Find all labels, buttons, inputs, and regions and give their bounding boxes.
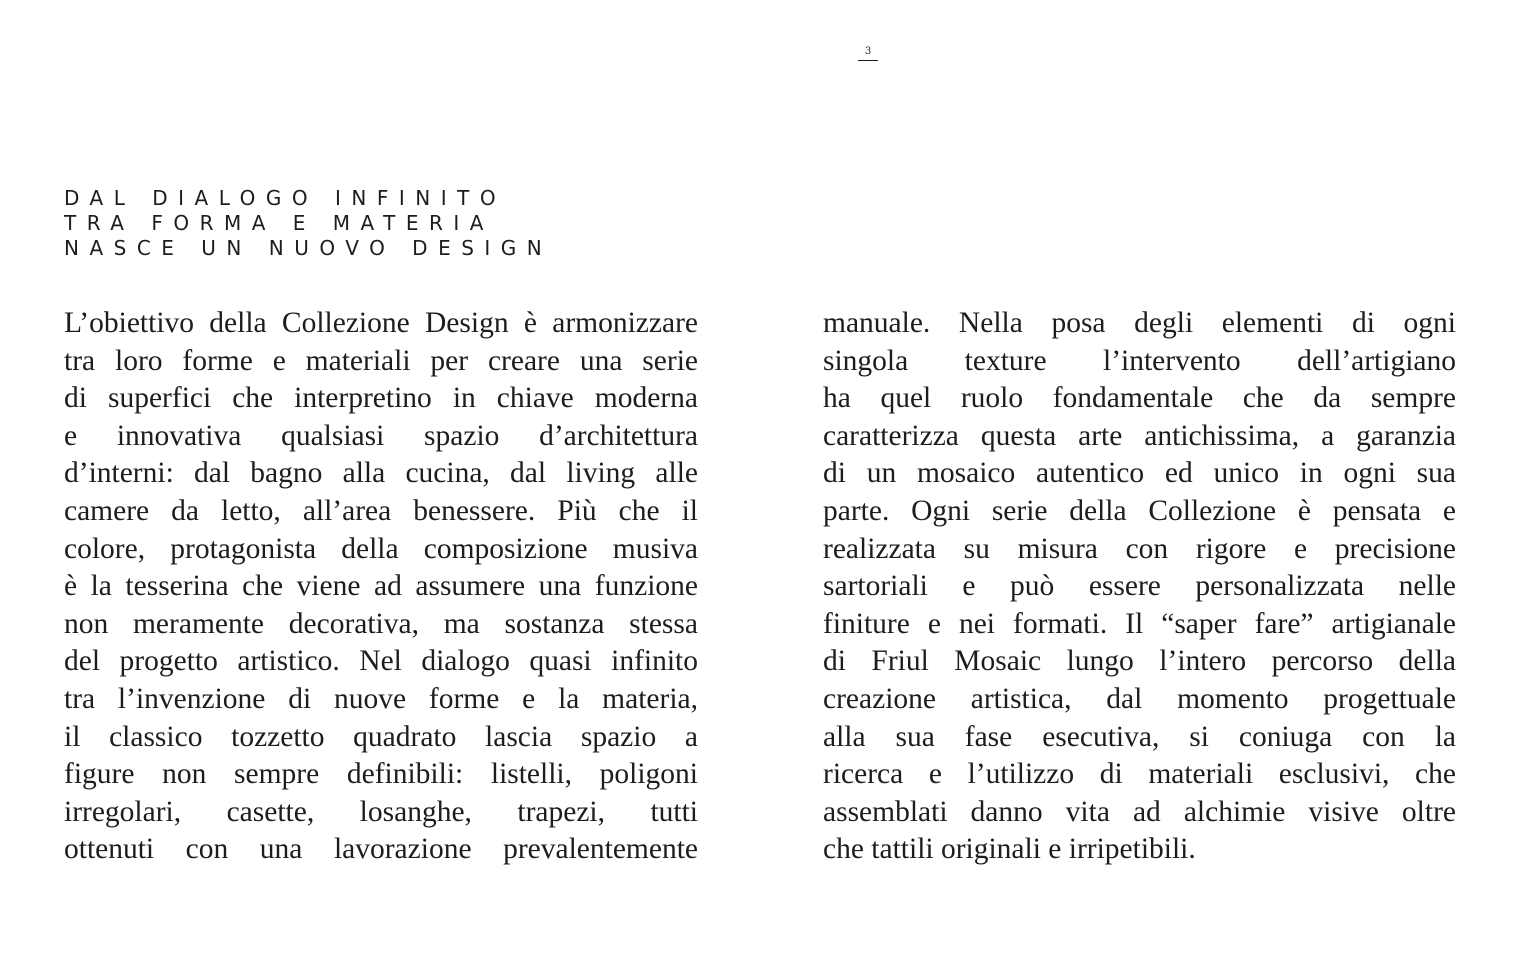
text-line: caratterizza questa arte antichissima, a garanzia [823, 419, 1456, 452]
text-line: parte. Ogni serie della Collezione è pensata e [823, 494, 1456, 527]
text-line: L’obiettivo della Collezione Design è armonizzare [64, 307, 698, 339]
text-line: colore, protagonista della composizione musiva [64, 532, 698, 565]
text-line: figure non sempre definibili: listelli, poligoni [64, 758, 698, 791]
text-line: del progetto artistico. Nel dialogo quasi infinito [64, 645, 698, 678]
text-line: irregolari, casette, losanghe, trapezi, tutti [64, 795, 698, 828]
text-line: sartoriali e può essere personalizzata nelle [823, 570, 1456, 603]
text-line: il classico tozzetto quadrato lascia spazio a [64, 720, 698, 753]
text-line: tra l’invenzione di nuove forme e la materia, [64, 682, 698, 715]
text-line: realizzata su misura con rigore e precisione [823, 532, 1456, 565]
text-line: non meramente decorativa, ma sostanza stessa [64, 607, 698, 640]
text-line: e innovativa qualsiasi spazio d’architettura [64, 419, 698, 452]
text-line: ottenuti con una lavorazione prevalentemente [64, 833, 698, 866]
text-line: manuale. Nella posa degli elementi di ogni [823, 307, 1456, 339]
text-line: ha quel ruolo fondamentale che da sempre [823, 382, 1456, 415]
page-number: 3 [858, 46, 878, 61]
text-line: camere da letto, all’area benessere. Più che il [64, 494, 698, 527]
headline-line: TRA FORMA E MATERIA [64, 211, 494, 235]
text-line: di superfici che interpretino in chiave moderna [64, 382, 698, 415]
text-line: ricerca e l’utilizzo di materiali esclusivi, che [823, 758, 1456, 791]
text-line: finiture e nei formati. Il “saper fare” artigianale [823, 607, 1456, 640]
text-line: è la tesserina che viene ad assumere una funzione [64, 570, 698, 603]
body-text-right-column [823, 305, 1456, 869]
text-line: assemblati danno vita ad alchimie visive oltre [823, 795, 1456, 828]
headline-line: NASCE UN NUOVO DESIGN [64, 236, 553, 260]
text-line: singola texture l’intervento dell’artigiano [823, 344, 1456, 377]
text-line: tra loro forme e materiali per creare una serie [64, 344, 698, 377]
text-line: d’interni: dal bagno alla cucina, dal living alle [64, 457, 698, 490]
text-line: alla sua fase esecutiva, si coniuga con la [823, 720, 1456, 753]
body-text-left-column [64, 305, 698, 869]
headline [64, 186, 552, 261]
text-line: di un mosaico autentico ed unico in ogni sua [823, 457, 1456, 490]
text-line: creazione artistica, dal momento progettuale [823, 682, 1456, 715]
headline-line: DAL DIALOGO INFINITO [64, 186, 507, 210]
text-line: che tattili originali e irripetibili. [823, 833, 1196, 866]
text-line: di Friul Mosaic lungo l’intero percorso della [823, 645, 1456, 678]
